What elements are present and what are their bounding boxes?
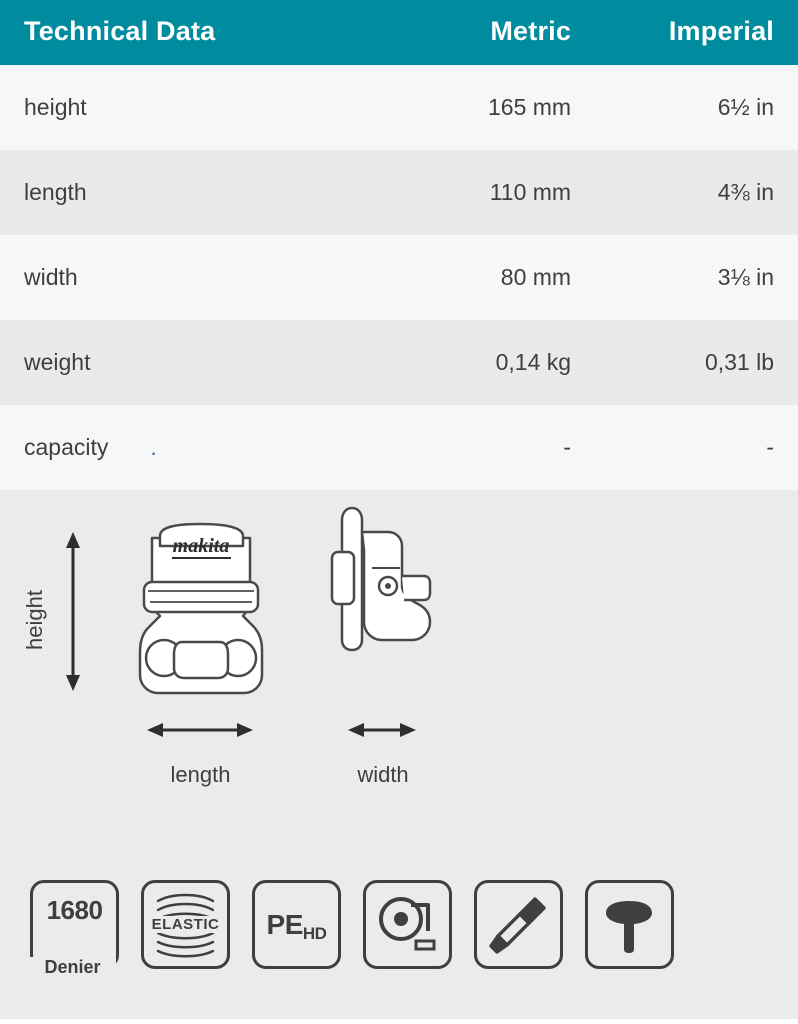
row-metric-value: 110 mm	[352, 150, 595, 235]
row-metric-value: 0,14 kg	[352, 320, 595, 405]
tape-measure-glyph	[366, 883, 449, 966]
elastic-icon	[141, 880, 230, 969]
width-dimension-label: width	[357, 762, 409, 787]
fastener-glyph	[588, 883, 671, 966]
table-row	[0, 150, 798, 235]
elastic-label: ELASTIC	[149, 916, 223, 933]
product-side-view	[332, 508, 430, 650]
screwdriver-icon	[474, 880, 563, 969]
column-header-imperial: Imperial	[595, 0, 798, 65]
denier-label: Denier	[29, 957, 116, 978]
row-label-text: capacity	[24, 433, 109, 460]
diagram-panel	[0, 490, 798, 1019]
brand-logo-text: makita	[172, 535, 230, 557]
row-label	[0, 320, 352, 405]
table-row	[0, 320, 798, 405]
row-metric-value: 165 mm	[352, 65, 595, 150]
dimension-diagram	[0, 490, 798, 830]
row-label-text: height	[24, 93, 87, 120]
row-label-text: length	[24, 178, 87, 205]
table-header-row	[0, 0, 798, 65]
length-dimension-label: length	[170, 762, 231, 787]
length-arrow-icon	[147, 723, 253, 737]
denier-value: 1680	[46, 895, 103, 925]
row-label	[0, 405, 352, 490]
row-imperial-value: 0,31 lb	[595, 320, 798, 405]
width-arrow-icon	[348, 723, 416, 737]
screwdriver-glyph	[477, 883, 560, 966]
row-label	[0, 65, 352, 150]
column-header-metric: Metric	[352, 0, 595, 65]
height-arrow-icon	[66, 532, 80, 691]
capacity-note: .	[150, 433, 157, 460]
row-imperial-value: 4⅜ in	[595, 150, 798, 235]
row-imperial-value: 3⅛ in	[595, 235, 798, 320]
row-metric-value: 80 mm	[352, 235, 595, 320]
row-label	[0, 150, 352, 235]
tape-measure-icon	[363, 880, 452, 969]
table-header	[0, 0, 798, 65]
row-imperial-value: -	[595, 405, 798, 490]
table-body	[0, 65, 798, 490]
column-header-technical-data: Technical Data	[0, 0, 352, 65]
row-label-text: weight	[24, 348, 91, 375]
row-metric-value: -	[352, 405, 595, 490]
pehd-label: $PE_{HD}$	[266, 908, 327, 943]
row-label	[0, 235, 352, 320]
row-imperial-value: 6½ in	[595, 65, 798, 150]
denier-icon	[30, 880, 119, 977]
fastener-icon	[585, 880, 674, 969]
row-label-text: width	[24, 263, 78, 290]
table-row	[0, 405, 798, 490]
feature-icon-row	[30, 880, 674, 977]
technical-data-table	[0, 0, 798, 490]
table-row	[0, 235, 798, 320]
table-row	[0, 65, 798, 150]
height-dimension-label: height	[22, 590, 47, 650]
pehd-icon	[252, 880, 341, 969]
pehd-sub: HD	[302, 923, 327, 943]
